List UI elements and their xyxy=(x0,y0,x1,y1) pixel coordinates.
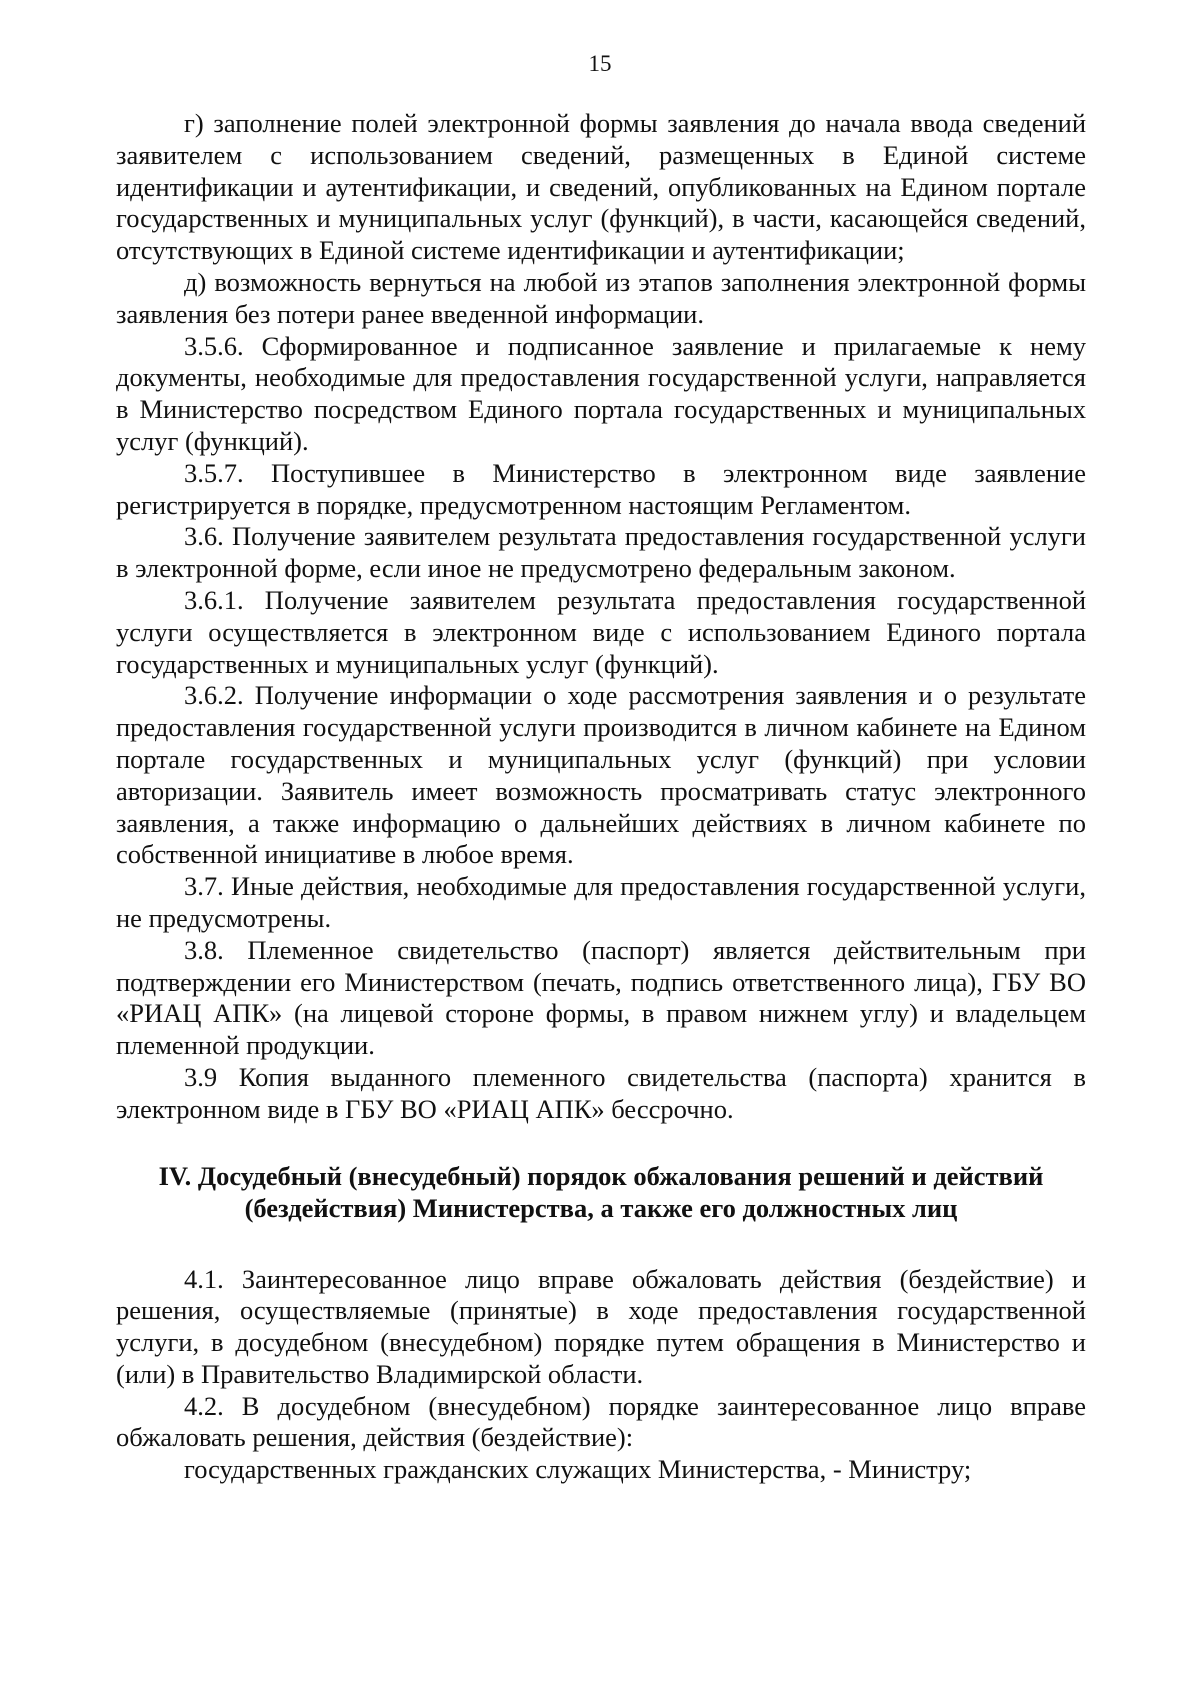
paragraph-3-5-7: 3.5.7. Поступившее в Министерство в электронном виде заявление регистрируется в порядке, предусмотренном настоящим Регламентом. xyxy=(116,457,1086,520)
paragraph-4-1: 4.1. Заинтересованное лицо вправе обжаловать действия (бездействие) и решения, осуществляемые (принятые) в ходе предоставления государственной услуги, в досудебном (внесудебном) порядке путем обращения в Министерство и (или) в Правительство Владимирской области. xyxy=(116,1263,1086,1389)
paragraph-3-6-1: 3.6.1. Получение заявителем результата предоставления государственной услуги осуществляется в электронном виде с использованием Единого портала государственных и муниципальных услуг (функций). xyxy=(116,584,1086,679)
section-heading-line-2: (бездействия) Министерства, а также его должностных лиц xyxy=(244,1192,958,1223)
paragraph-d: д) возможность вернуться на любой из этапов заполнения электронной формы заявления без потери ранее введенной информации. xyxy=(116,266,1086,329)
section-heading xyxy=(116,1160,1086,1224)
paragraph-4-2: 4.2. В досудебном (внесудебном) порядке заинтересованное лицо вправе обжаловать решения, действия (бездействие): xyxy=(116,1390,1086,1453)
spacer xyxy=(116,1126,1086,1160)
paragraph-3-5-6: 3.5.6. Сформированное и подписанное заявление и прилагаемые к нему документы, необходимые для предоставления государственной услуги, направляется в Министерство посредством Единого портала государственных и муниципальных услуг (функций). xyxy=(116,330,1086,456)
paragraph-3-6-2: 3.6.2. Получение информации о ходе рассмотрения заявления и о результате предоставления государственной услуги производится в личном кабинете на Едином портале государственных и муниципальных услуг (функций) при условии авторизации. Заявитель имеет возможность просматривать статус электронного заявления, а также информацию о дальнейших действиях в личном кабинете по собственной инициативе в любое время. xyxy=(116,680,1086,870)
paragraph-g: г) заполнение полей электронной формы заявления до начала ввода сведений заявителем с использованием сведений, размещенных в Единой системе идентификации и аутентификации, и сведений, опубликованных на Едином портале государственных и муниципальных услуг (функций), в части, касающейся сведений, отсутствующих в Единой системе идентификации и аутентификации; xyxy=(116,108,1086,266)
paragraph-3-7: 3.7. Иные действия, необходимые для предоставления государственной услуги, не предусмотрены. xyxy=(116,871,1086,933)
paragraph-3-9: 3.9 Копия выданного племенного свидетельства (паспорта) хранится в электронном виде в ГБУ ВО «РИАЦ АПК» бессрочно. xyxy=(116,1061,1086,1124)
section-heading-line-1: IV. Досудебный (внесудебный) порядок обжалования решений и действий xyxy=(158,1160,1044,1191)
paragraph-3-6: 3.6. Получение заявителем результата предоставления государственной услуги в электронной форме, если иное не предусмотрено федеральным законом. xyxy=(116,521,1086,584)
document-body xyxy=(116,108,1086,1486)
spacer xyxy=(116,1224,1086,1264)
paragraph-4-2-item: государственных гражданских служащих Министерства, - Министру; xyxy=(184,1454,972,1485)
page-number: 15 xyxy=(588,51,612,76)
paragraph-3-8: 3.8. Племенное свидетельство (паспорт) является действительным при подтверждении его Министерством (печать, подпись ответственного лица), ГБУ ВО «РИАЦ АПК» (на лицевой стороне формы, в правом нижнем углу) и владельцем племенной продукции. xyxy=(116,934,1086,1061)
